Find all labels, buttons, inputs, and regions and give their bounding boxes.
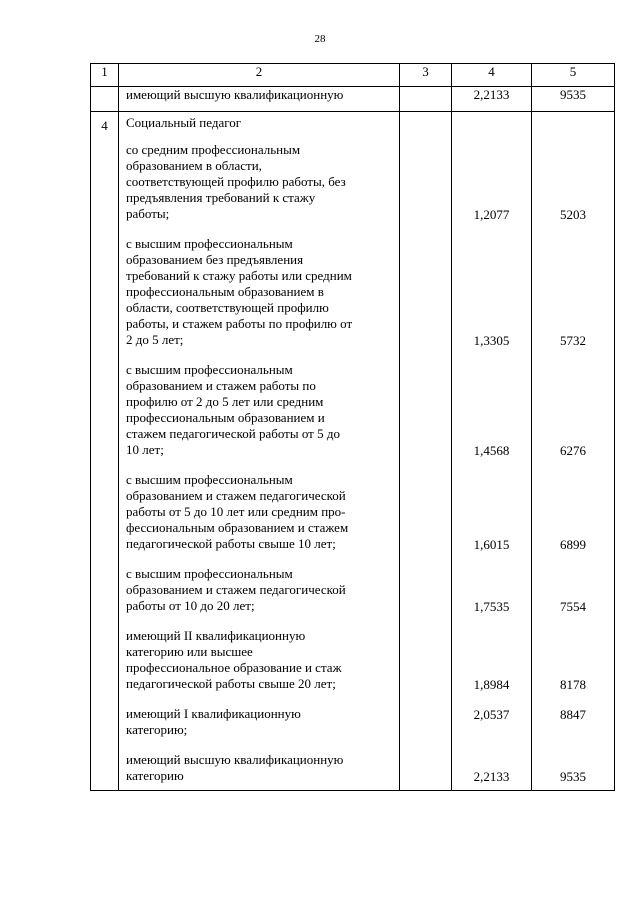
header-cell-4: 4 bbox=[452, 64, 532, 87]
item-2-salary: 5732 bbox=[560, 332, 586, 348]
item-6-line-2: категорию или высшее bbox=[126, 644, 253, 659]
item-5-coef: 1,7535 bbox=[473, 598, 510, 614]
section-row-social-pedagogue bbox=[91, 112, 615, 791]
item-6-line-3: профессиональное образование и стаж bbox=[126, 660, 342, 675]
item-6-line-1: имеющий II квалификационную bbox=[126, 628, 306, 643]
section-item-5 bbox=[126, 566, 393, 614]
salary-table bbox=[90, 63, 615, 791]
item-4-line-5: педагогической работы свыше 10 лет; bbox=[126, 536, 336, 551]
item-4-line-1: с высшим профессиональным bbox=[126, 472, 293, 487]
item-8-line-2: категорию bbox=[126, 768, 184, 783]
item-5-salary: 7554 bbox=[560, 598, 586, 614]
item-4-salary: 6899 bbox=[560, 536, 586, 552]
section-item-3 bbox=[126, 362, 393, 458]
item-5-line-3: работы от 10 до 20 лет; bbox=[126, 598, 255, 613]
section-item-4 bbox=[126, 472, 393, 552]
continued-row-coef: 2,2133 bbox=[452, 87, 532, 112]
item-3-salary: 6276 bbox=[560, 442, 586, 458]
item-4-line-2: образованием и стажем педагогической bbox=[126, 488, 346, 503]
item-5-line-2: образованием и стажем педагогической bbox=[126, 582, 346, 597]
section-item-8 bbox=[126, 752, 393, 784]
header-cell-1: 1 bbox=[91, 64, 119, 87]
section-number: 4 bbox=[91, 112, 119, 791]
item-3-coef: 1,4568 bbox=[473, 442, 510, 458]
item-8-salary: 9535 bbox=[560, 768, 586, 784]
item-6-line-4: педагогической работы свыше 20 лет; bbox=[126, 676, 336, 691]
item-2-line-5: области, соответствующей профилю bbox=[126, 300, 329, 315]
item-3-line-4: профессиональным образованием и bbox=[126, 410, 325, 425]
item-8-coef: 2,2133 bbox=[473, 768, 510, 784]
continued-row bbox=[91, 87, 615, 112]
item-2-line-7: 2 до 5 лет; bbox=[126, 332, 184, 347]
item-3-line-1: с высшим профессиональным bbox=[126, 362, 293, 377]
page-number: 28 bbox=[314, 33, 326, 45]
item-7-line-2: категорию; bbox=[126, 722, 188, 737]
coef-column bbox=[452, 112, 532, 791]
item-1-salary: 5203 bbox=[560, 206, 586, 222]
item-7-line-1: имеющий I квалификационную bbox=[126, 706, 301, 721]
item-3-line-6: 10 лет; bbox=[126, 442, 164, 457]
section-item-6 bbox=[126, 628, 393, 692]
item-3-line-2: образованием и стажем работы по bbox=[126, 378, 316, 393]
section-text-cell bbox=[119, 112, 400, 791]
item-6-salary: 8178 bbox=[560, 676, 586, 692]
header-cell-5: 5 bbox=[532, 64, 615, 87]
item-7-coef: 2,0537 bbox=[473, 706, 510, 722]
section-item-1 bbox=[126, 142, 393, 222]
item-3-line-3: профилю от 2 до 5 лет или средним bbox=[126, 394, 324, 409]
item-2-coef: 1,3305 bbox=[473, 332, 510, 348]
item-7-salary: 8847 bbox=[560, 706, 586, 722]
item-8-line-1: имеющий высшую квалификационную bbox=[126, 752, 344, 767]
item-1-line-5: работы; bbox=[126, 206, 170, 221]
item-2-line-6: работы, и стажем работы по профилю от bbox=[126, 316, 353, 331]
section-item-2 bbox=[126, 236, 393, 348]
item-1-line-3: соответствующей профилю работы, без bbox=[126, 174, 346, 189]
item-2-line-1: с высшим профессиональным bbox=[126, 236, 293, 251]
section-title: Социальный педагог bbox=[126, 115, 242, 130]
salary-column bbox=[532, 112, 615, 791]
section-items bbox=[126, 142, 393, 784]
item-4-line-3: работы от 5 до 10 лет или средним про- bbox=[126, 504, 346, 519]
item-1-line-1: со средним профессиональным bbox=[126, 142, 301, 157]
item-4-line-4: фессиональным образованием и стажем bbox=[126, 520, 349, 535]
header-cell-2: 2 bbox=[119, 64, 400, 87]
header-cell-3: 3 bbox=[400, 64, 452, 87]
item-1-coef: 1,2077 bbox=[473, 206, 510, 222]
table-header-row bbox=[91, 64, 615, 87]
item-2-line-2: образованием без предъявления bbox=[126, 252, 304, 267]
item-6-coef: 1,8984 bbox=[473, 676, 510, 692]
item-2-line-3: требований к стажу работы или средним bbox=[126, 268, 352, 283]
item-2-line-4: профессиональным образованием в bbox=[126, 284, 324, 299]
continued-row-text: имеющий высшую квалификационную bbox=[119, 87, 400, 112]
item-4-coef: 1,6015 bbox=[473, 536, 510, 552]
continued-row-salary: 9535 bbox=[532, 87, 615, 112]
section-item-7 bbox=[126, 706, 393, 738]
item-1-line-2: образованием в области, bbox=[126, 158, 262, 173]
item-1-line-4: предъявления требований к стажу bbox=[126, 190, 316, 205]
item-3-line-5: стажем педагогической работы от 5 до bbox=[126, 426, 340, 441]
item-5-line-1: с высшим профессиональным bbox=[126, 566, 293, 581]
